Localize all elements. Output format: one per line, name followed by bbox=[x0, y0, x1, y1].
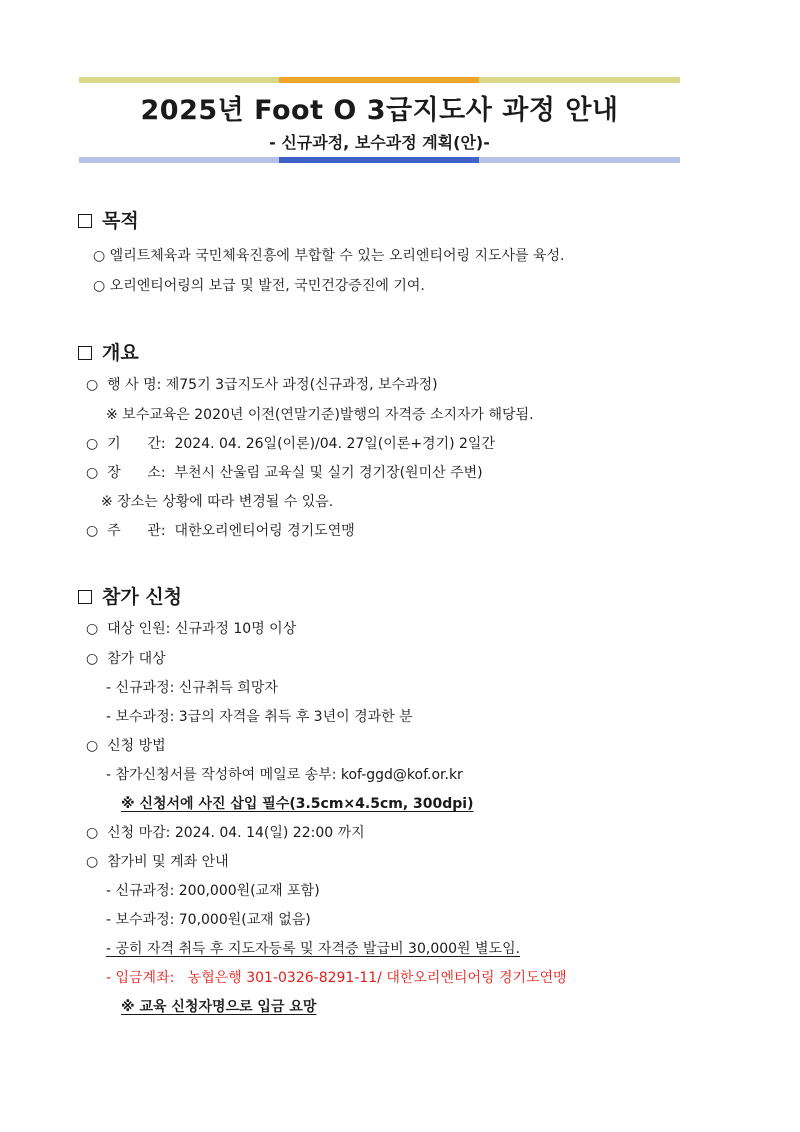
section-heading-apply-label: 참가 신청 bbox=[102, 586, 183, 608]
section-heading-overview-label: 개요 bbox=[102, 342, 139, 364]
header-top-rule-accent bbox=[279, 77, 479, 83]
section-heading-overview bbox=[78, 338, 139, 365]
apply-method-detail: - 참가신청서를 작성하여 메일로 송부: kof-ggd@kof.or.kr bbox=[106, 767, 463, 783]
apply-account-label: - 입금계좌: bbox=[106, 970, 175, 986]
overview-event-note: ※ 보수교육은 2020년 이전(연말기준)발행의 자격증 소지자가 해당됨. bbox=[106, 407, 534, 423]
apply-fee-heading: ○ 참가비 및 계좌 안내 bbox=[86, 854, 229, 870]
overview-period: ○ 기 간: 2024. 04. 26일(이론)/04. 27일(이론+경기) 2일간 bbox=[86, 436, 495, 452]
apply-target-heading: ○ 참가 대상 bbox=[86, 651, 166, 667]
purpose-item-2: ○ 오리엔티어링의 보급 및 발전, 국민건강증진에 기여. bbox=[93, 278, 425, 294]
section-heading-purpose-label: 목적 bbox=[102, 210, 139, 232]
apply-deadline: ○ 신청 마감: 2024. 04. 14(일) 22:00 까지 bbox=[86, 825, 365, 841]
overview-host: ○ 주 관: 대한오리엔티어링 경기도연맹 bbox=[86, 523, 355, 539]
document-subtitle: - 신규과정, 보수과정 계획(안)- bbox=[269, 133, 490, 152]
apply-target-count: ○ 대상 인원: 신규과정 10명 이상 bbox=[86, 621, 297, 637]
checkbox-square-icon bbox=[78, 590, 92, 604]
purpose-item-1: ○ 엘리트체육과 국민체육진흥에 부합할 수 있는 오리엔티어링 지도사를 육성. bbox=[93, 248, 565, 264]
section-heading-apply bbox=[78, 582, 182, 609]
overview-place: ○ 장 소: 부천시 산울림 교육실 및 실기 경기장(원미산 주변) bbox=[86, 465, 483, 481]
header-bottom-rule bbox=[79, 157, 680, 163]
section-heading-purpose bbox=[78, 206, 139, 233]
apply-method-photo-note: ※ 신청서에 사진 삽입 필수(3.5cm×4.5cm, 300dpi) bbox=[121, 796, 474, 812]
header-top-rule bbox=[79, 77, 680, 83]
document-title: 2025년 Foot O 3급지도사 과정 안내 bbox=[140, 95, 619, 126]
apply-fee-new: - 신규과정: 200,000원(교재 포함) bbox=[106, 883, 320, 899]
checkbox-square-icon bbox=[78, 214, 92, 228]
apply-fee-renew: - 보수과정: 70,000원(교재 없음) bbox=[106, 912, 311, 928]
overview-place-note: ※ 장소는 상황에 따라 변경될 수 있음. bbox=[101, 494, 334, 510]
apply-deposit-note: ※ 교육 신청자명으로 입금 요망 bbox=[121, 999, 317, 1015]
apply-fee-extra: - 공히 자격 취득 후 지도자등록 및 자격증 발급비 30,000원 별도임. bbox=[106, 941, 521, 957]
checkbox-square-icon bbox=[78, 346, 92, 360]
header-bottom-rule-accent bbox=[279, 157, 479, 163]
apply-account-value: 농협은행 301-0326-8291-11/ 대한오리엔티어링 경기도연맹 bbox=[187, 970, 567, 986]
apply-method-heading: ○ 신청 방법 bbox=[86, 738, 166, 754]
apply-target-renew: - 보수과정: 3급의 자격을 취득 후 3년이 경과한 분 bbox=[106, 709, 413, 725]
apply-target-new: - 신규과정: 신규취득 희망자 bbox=[106, 680, 278, 696]
apply-account bbox=[106, 969, 567, 987]
overview-event-name: ○ 행 사 명: 제75기 3급지도사 과정(신규과정, 보수과정) bbox=[86, 377, 438, 393]
